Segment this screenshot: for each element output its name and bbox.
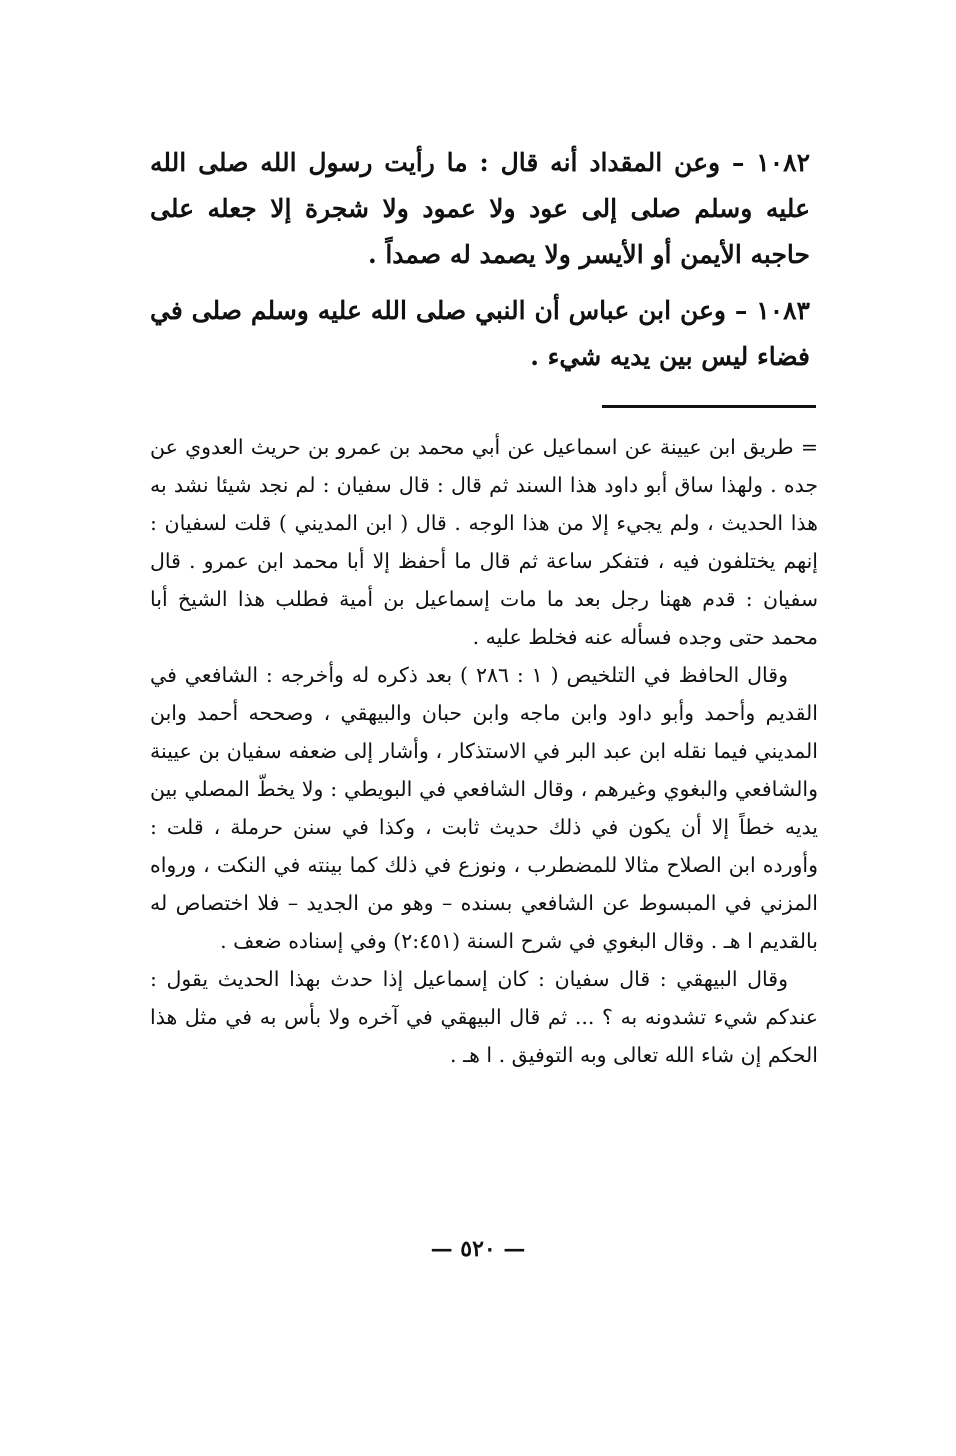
footnote-paragraph: وقال البيهقي : قال سفيان : كان إسماعيل إذا حدث بهذا الحديث يقول : عندكم شيء تشدونه به ؟ ... ثم قال البيهقي في آخره ولا بأس به في مثل هذا الحكم إن شاء الله تعالى وبه التوفيق . ا هـ . bbox=[150, 967, 818, 1067]
hadith-number: ١٠٨٢ bbox=[756, 148, 810, 177]
page-number: — ٥٢٠ — bbox=[430, 1236, 526, 1262]
hadith-text: وعن المقداد أنه قال : ما رأيت رسول الله صلى الله عليه وسلم صلى إلى عود ولا عمود ولا شجرة إلا جعله على حاجبه الأيمن أو الأيسر ولا يصمد له صمداً . bbox=[150, 148, 810, 269]
hadith-dash: – bbox=[734, 296, 748, 325]
hadith-1083 bbox=[150, 288, 810, 380]
footnote-paragraph: = طريق ابن عيينة عن اسماعيل عن أبي محمد بن عمرو بن حريث العدوي عن جده . ولهذا ساق أبو داود هذا السند ثم قال : قال سفيان : لم نجد شيئا نشد به هذا الحديث ، ولم يجيء إلا من هذا الوجه . قال ( ابن المديني ) قلت لسفيان : إنهم يختلفون فيه ، فتفكر ساعة ثم قال ما أحفظ إلا أبا محمد ابن عمرو . قال سفيان : قدم ههنا رجل بعد ما مات إسماعيل بن أمية فطلب هذا الشيخ أبا محمد حتى وجده فسأله عنه فخلط عليه . bbox=[150, 435, 818, 649]
hadith-1082 bbox=[150, 140, 810, 278]
footnotes bbox=[150, 428, 818, 1074]
main-text bbox=[150, 140, 810, 390]
footnote-paragraph: وقال الحافظ في التلخيص ( ١ : ٢٨٦ ) بعد ذكره له وأخرجه : الشافعي في القديم وأحمد وأبو داود وابن ماجه وابن حبان والبيهقي ، وصححه أحمد وابن المديني فيما نقله ابن عبد البر في الاستذكار ، وأشار إلى ضعفه سفيان بن عيينة والشافعي والبغوي وغيرهم ، وقال الشافعي في البويطي : ولا يخطّ المصلي بين يديه خطاً إلا أن يكون في ذلك حديث ثابت ، وكذا في سنن حرملة ، قلت : وأورده ابن الصلاح مثالا للمضطرب ، ونوزع في ذلك كما بينته في النكت ، ورواه المزني في المبسوط عن الشافعي بسنده – وهو من الجديد – فلا اختصاص له بالقديم ا هـ . وقال البغوي في شرح السنة (٢:٤٥١) وفي إسناده ضعف . bbox=[150, 663, 818, 953]
hadith-dash: – bbox=[731, 148, 745, 177]
footnote-separator bbox=[602, 405, 816, 408]
hadith-text: وعن ابن عباس أن النبي صلى الله عليه وسلم صلى في فضاء ليس بين يديه شيء . bbox=[150, 296, 810, 371]
hadith-number: ١٠٨٣ bbox=[756, 296, 810, 325]
